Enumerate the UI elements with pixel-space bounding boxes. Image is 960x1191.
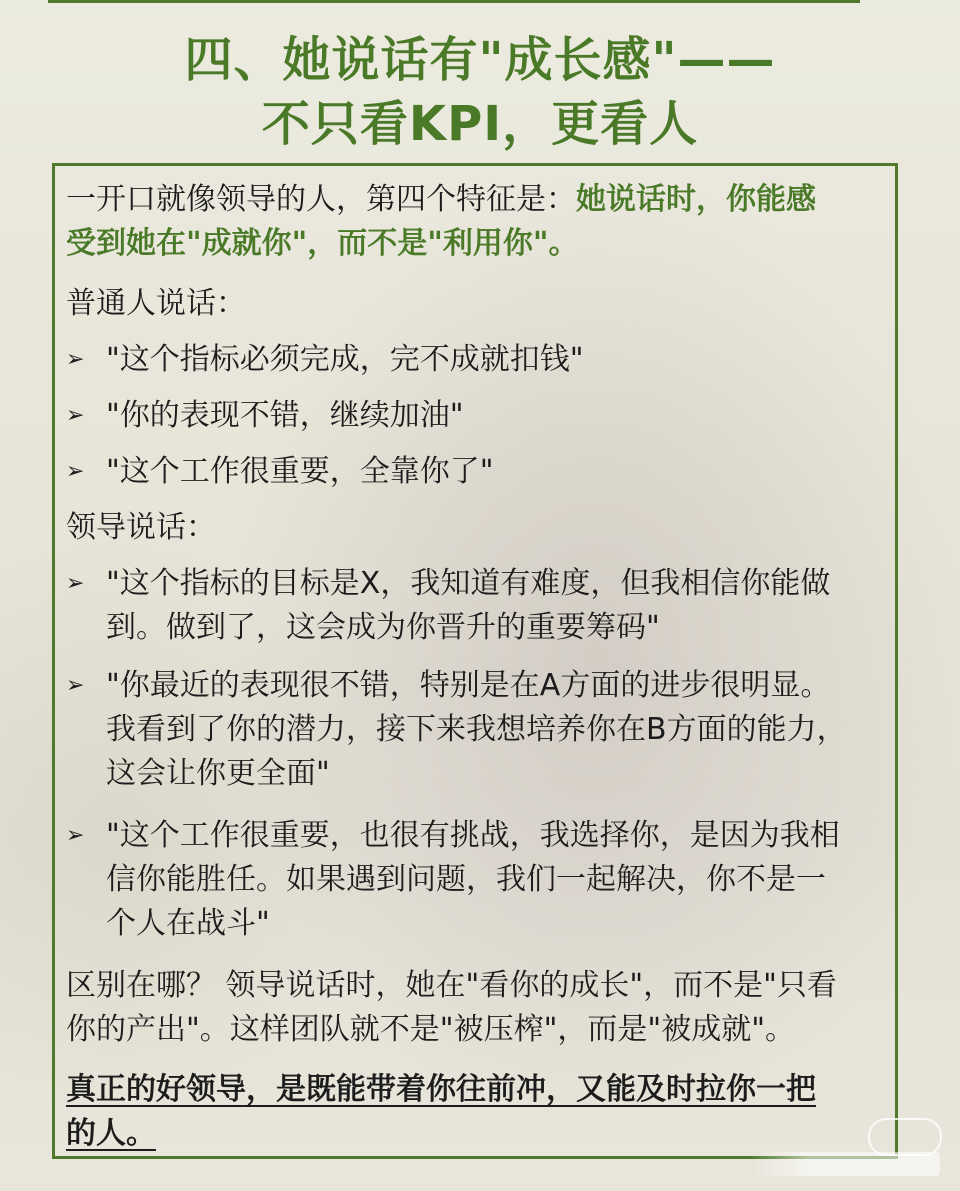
intro-paragraph — [66, 178, 896, 266]
ordinary-item-3: "这个工作很重要，全靠你了" — [106, 454, 494, 489]
ordinary-item-2: "你的表现不错，继续加油" — [106, 398, 464, 433]
ordinary-item-1: "这个指标必须完成，完不成就扣钱" — [106, 342, 584, 377]
leader-item-3-line-3: 个人在战斗" — [106, 906, 270, 941]
leader-item-3-line-2: 信你能胜任。如果遇到问题，我们一起解决，你不是一 — [106, 862, 826, 897]
leader-item-1-line-1: "这个指标的目标是X，我知道有难度，但我相信你能做 — [106, 566, 831, 601]
leader-item-2-line-3: 这会让你更全面" — [106, 756, 330, 791]
arrowhead-bullet-icon: ➢ — [66, 673, 85, 698]
arrowhead-bullet-icon: ➢ — [66, 823, 85, 848]
arrowhead-bullet-icon: ➢ — [66, 347, 85, 372]
arrowhead-bullet-icon: ➢ — [66, 459, 85, 484]
leader-item-2-line-1: "你最近的表现很不错，特别是在A方面的进步很明显。 — [106, 668, 831, 703]
title-line-1: 四、她说话有"成长感"—— — [184, 32, 776, 88]
leader-item-2-line-2: 我看到了你的潜力，接下来我想培养你在B方面的能力， — [106, 712, 847, 747]
intro-plain: 一开口就像领导的人，第四个特征是： — [66, 182, 576, 217]
top-divider — [48, 0, 860, 3]
difference-line-1: 区别在哪？ 领导说话时，她在"看你的成长"，而不是"只看 — [66, 968, 837, 1003]
difference-paragraph — [66, 964, 896, 1052]
conclusion-line-1: 真正的好领导，是既能带着你往前冲，又能及时拉你一把 — [66, 1072, 816, 1107]
arrowhead-bullet-icon: ➢ — [66, 571, 85, 596]
watermark-id — [750, 1152, 940, 1176]
intro-highlight-2: 受到她在"成就你"，而不是"利用你"。 — [66, 226, 579, 261]
ordinary-heading: 普通人说话： — [66, 286, 246, 321]
conclusion-line-2: 的人。 — [66, 1116, 156, 1151]
leader-item-3-line-1: "这个工作很重要，也很有挑战，我选择你，是因为我相 — [106, 818, 840, 853]
watermark-logo — [868, 1118, 942, 1156]
title-line-2: 不只看KPI，更看人 — [261, 96, 699, 152]
leader-item-1-line-2: 到。做到了，这会成为你晋升的重要筹码" — [106, 610, 660, 645]
page-title — [0, 28, 960, 156]
intro-highlight-1: 她说话时，你能感 — [576, 182, 816, 217]
difference-line-2: 你的产出"。这样团队就不是"被压榨"，而是"被成就"。 — [66, 1012, 795, 1047]
arrowhead-bullet-icon: ➢ — [66, 403, 85, 428]
leader-heading: 领导说话： — [66, 510, 216, 545]
conclusion-paragraph — [66, 1068, 816, 1156]
